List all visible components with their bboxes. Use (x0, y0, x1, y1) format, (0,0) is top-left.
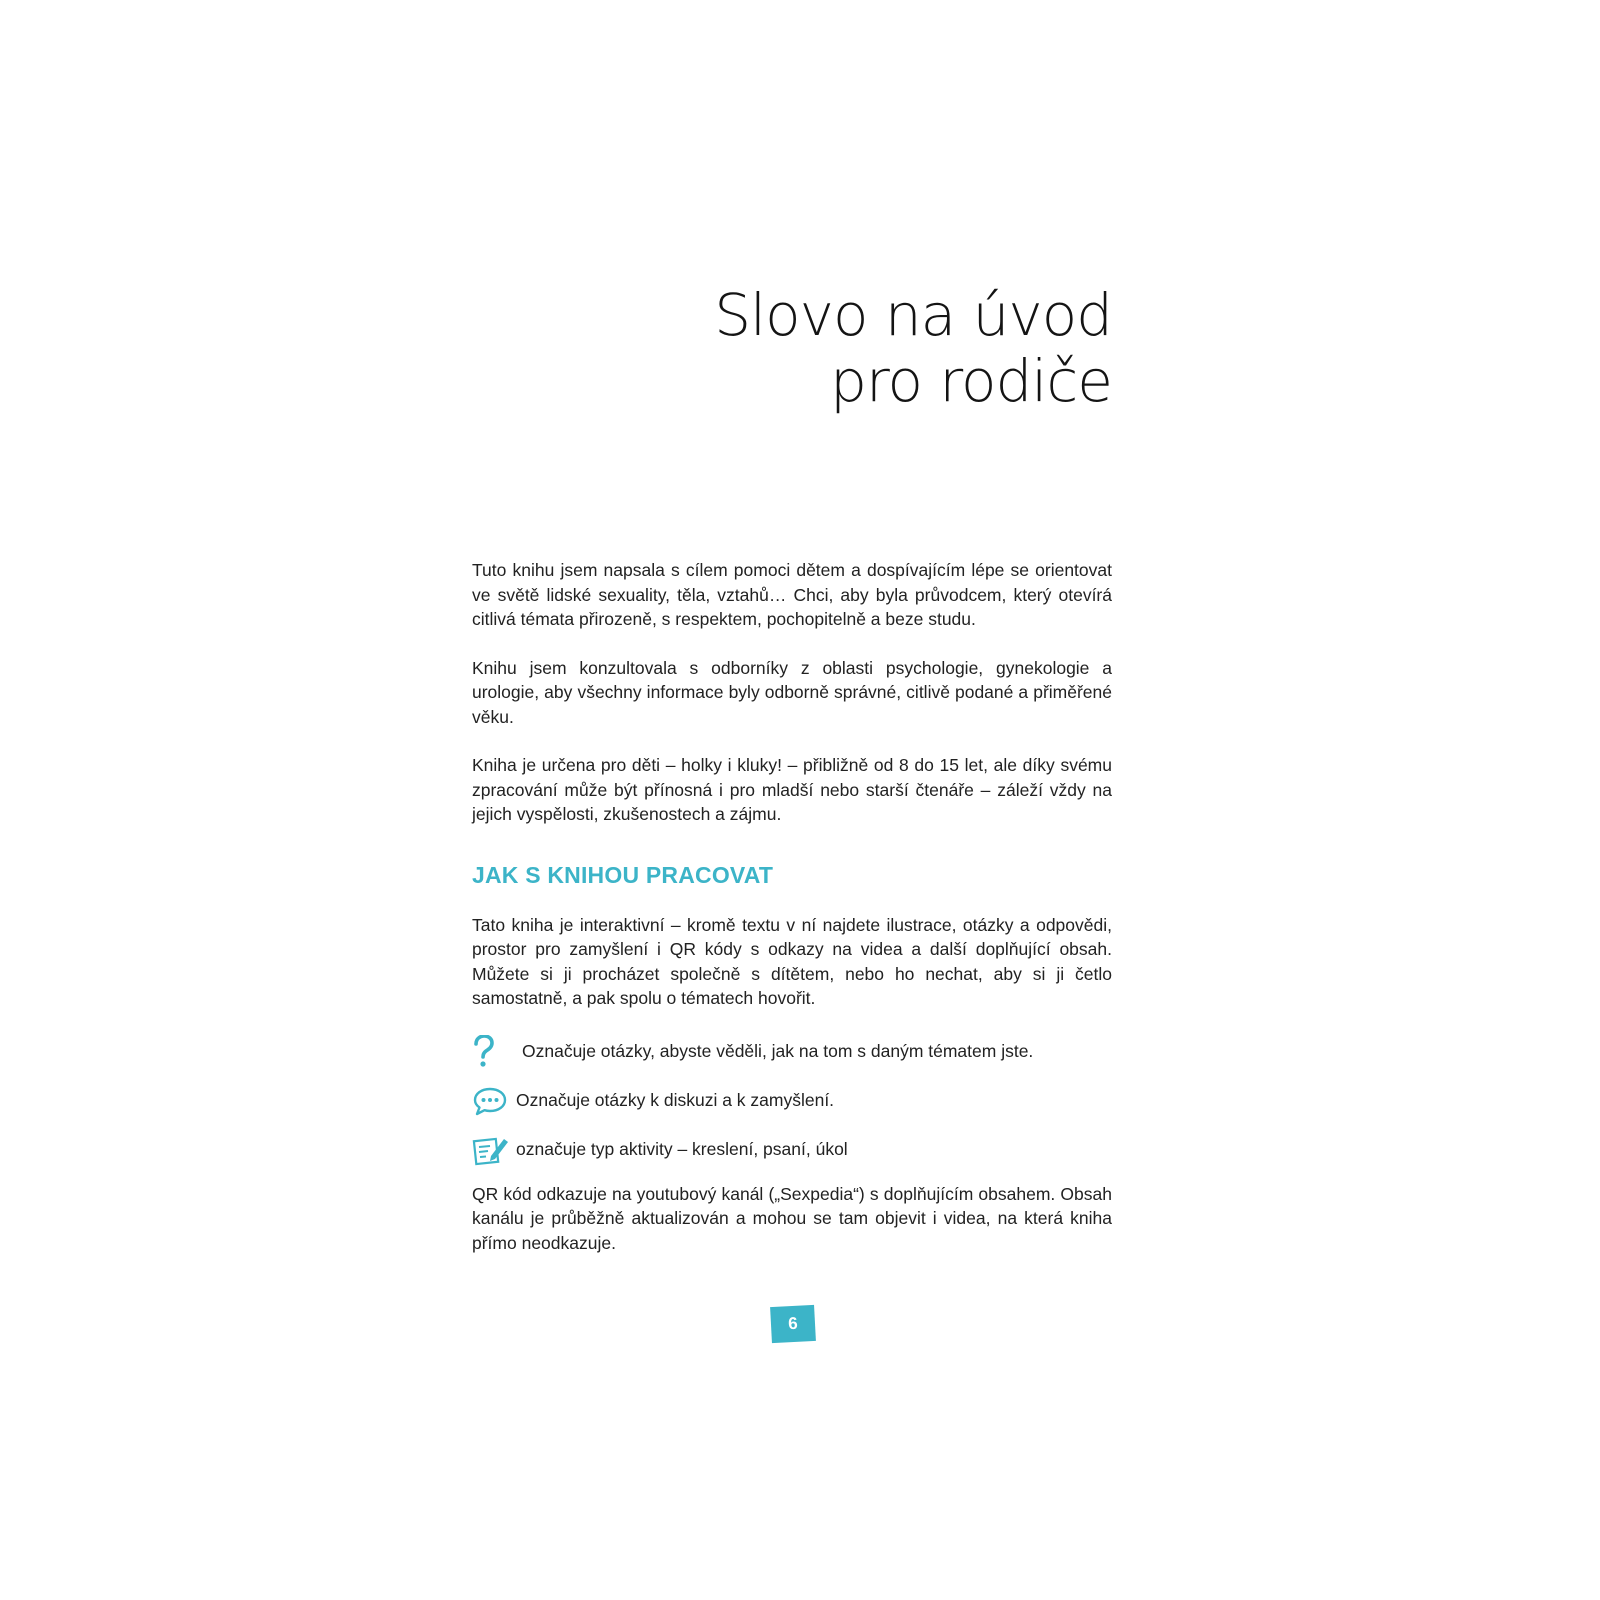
page-number-badge: 6 (770, 1305, 816, 1343)
pencil-activity-icon (472, 1133, 516, 1167)
qr-note: QR kód odkazuje na youtubový kanál („Sexpedia“) s doplňujícím obsahem. Obsah kanálu je průběžně aktualizován a mohou se tam objevit i videa, na která kniha přímo neodkazuje. (472, 1183, 1112, 1253)
body-content (472, 558, 1112, 1279)
speech-bubble-icon (472, 1084, 516, 1118)
paragraph-intro: Tuto knihu jsem napsala s cílem pomoci dětem a dospívajícím lépe se orientovat ve světě lidské sexuality, těla, vztahů… Chci, aby byla průvodcem, který otevírá citlivá témata přirozeně, s respektem, pochopitelně a beze studu. (472, 560, 1112, 629)
page-title (714, 282, 1112, 414)
paragraph-audience: Kniha je určena pro děti – holky i kluky! – přibližně od 8 do 15 let, ale díky svému zpracování může být přínosná i pro mladší nebo starší čtenáře – záleží vždy na jejich vyspělosti, zkušenostech a zájmu. (472, 755, 1112, 824)
legend-text-activity: označuje typ aktivity – kreslení, psaní, úkol (516, 1139, 848, 1160)
page-title-line-1: Slovo na úvod (714, 281, 1112, 349)
paragraph-consultation: Knihu jsem konzultovala s odborníky z oblasti psychologie, gynekologie a urologie, aby všechny informace byly odborně správné, citlivě podané a přiměřené věku. (472, 657, 1112, 727)
section-intro: Tato kniha je interaktivní – kromě textu v ní najdete ilustrace, otázky a odpovědi, prostor pro zamyšlení i QR kódy s odkazy na videa a další doplňující obsah. Můžete si ji procházet společně s dítětem, nebo ho nechat, aby si ji četlo samostatně, a pak spolu o tématech hovořit. (472, 914, 1112, 1008)
section-heading: JAK S KNIHOU PRACOVAT (472, 861, 774, 888)
legend-item-questions (472, 1035, 1112, 1069)
legend-text-questions: Označuje otázky, abyste věděli, jak na tom s daným tématem jste. (522, 1041, 1034, 1062)
legend-item-activity (472, 1133, 1112, 1167)
question-mark-icon (472, 1035, 522, 1069)
legend-text-discussion: Označuje otázky k diskuzi a k zamyšlení. (516, 1090, 835, 1111)
legend-item-discussion (472, 1084, 1112, 1118)
page-title-line-2: pro rodiče (830, 347, 1112, 415)
